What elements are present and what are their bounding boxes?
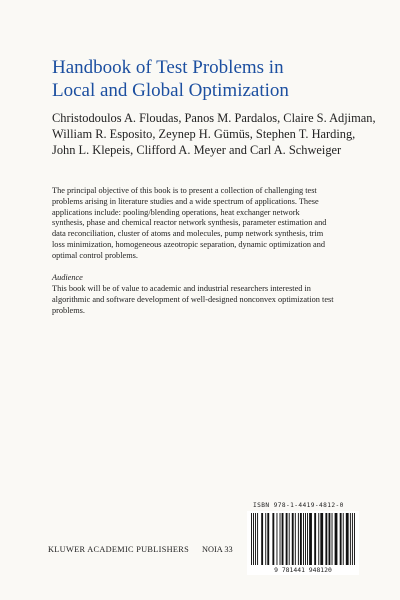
- barcode-bar: [318, 513, 319, 565]
- barcode-bar: [314, 513, 316, 565]
- audience-line: This book will be of value to academic and industrial researchers interested in: [52, 284, 311, 293]
- barcode-bar: [332, 513, 333, 565]
- barcode-bar: [253, 513, 254, 565]
- barcode-bar: [305, 513, 306, 565]
- description-line: loss minimization, homogeneous azeotropic separation, dynamic optimization and: [52, 239, 326, 249]
- description-line: synthesis, phase and chemical reactor network synthesis, parameter estimation and: [52, 218, 327, 228]
- barcode-bar: [251, 513, 252, 565]
- description-line: optimal control problems.: [52, 250, 138, 260]
- isbn-label: ISBN 978-1-4419-4812-0: [253, 502, 344, 509]
- barcode-bar: [354, 513, 355, 565]
- barcode-bar: [255, 513, 256, 565]
- series-code: NOIA 33: [202, 545, 233, 554]
- barcode-bar: [261, 513, 263, 565]
- barcode-bar: [303, 513, 304, 565]
- author-line: William R. Esposito, Zeynep H. Gümüs, Stephen T. Harding,: [52, 127, 356, 141]
- barcode-bar: [320, 513, 323, 565]
- barcode-bar: [265, 513, 266, 565]
- audience-text: [52, 284, 370, 316]
- barcode-bar: [325, 513, 327, 565]
- publisher-name: KLUWER ACADEMIC PUBLISHERS: [48, 545, 190, 554]
- barcode-bar: [307, 513, 308, 565]
- barcode-bar: [350, 513, 351, 565]
- audience-heading: Audience: [52, 273, 83, 282]
- title-line: Local and Global Optimization: [52, 80, 289, 101]
- barcode-bar: [276, 513, 277, 565]
- barcode-bar: [267, 513, 269, 565]
- barcode-graphic: [247, 511, 359, 575]
- barcode-bar: [346, 513, 349, 565]
- book-description: [52, 186, 370, 262]
- barcode-bar: [289, 513, 290, 565]
- audience-line: algorithmic and software development of well-designed nonconvex optimization test: [52, 294, 334, 304]
- barcode: [247, 511, 359, 575]
- description-line: data reconciliation, cluster of atoms and molecules, pump network synthesis, trim: [52, 229, 324, 239]
- barcode-bar: [272, 513, 274, 565]
- description-line: applications include: pooling/blending operations, heat exchanger network: [52, 207, 300, 217]
- barcode-bar: [295, 513, 296, 565]
- barcode-bar: [257, 513, 258, 565]
- barcode-bar: [292, 513, 294, 565]
- barcode-bar: [340, 513, 342, 565]
- author-line: Christodoulos A. Floudas, Panos M. Pardalos, Claire S. Adjiman,: [52, 111, 376, 125]
- barcode-bar: [309, 513, 312, 565]
- description-line: problems arising in literature studies and a wide spectrum of applications. These: [52, 196, 319, 206]
- author-line: John L. Klepeis, Clifford A. Meyer and Carl A. Schweiger: [52, 143, 342, 157]
- barcode-bar: [343, 513, 344, 565]
- barcode-bar: [286, 513, 288, 565]
- barcode-bar: [300, 513, 302, 565]
- book-title: [52, 56, 382, 102]
- barcode-bar: [352, 513, 353, 565]
- barcode-bar: [298, 513, 299, 565]
- barcode-bar: [328, 513, 330, 565]
- title-line: Handbook of Test Problems in: [52, 57, 284, 78]
- description-line: The principal objective of this book is to present a collection of challenging test: [52, 186, 317, 195]
- audience-line: problems.: [52, 305, 85, 315]
- barcode-bar: [335, 513, 338, 565]
- barcode-digits: 9 781441 948120: [274, 566, 332, 574]
- author-list: [52, 110, 392, 158]
- barcode-bar: [282, 513, 284, 565]
- barcode-bar: [280, 513, 281, 565]
